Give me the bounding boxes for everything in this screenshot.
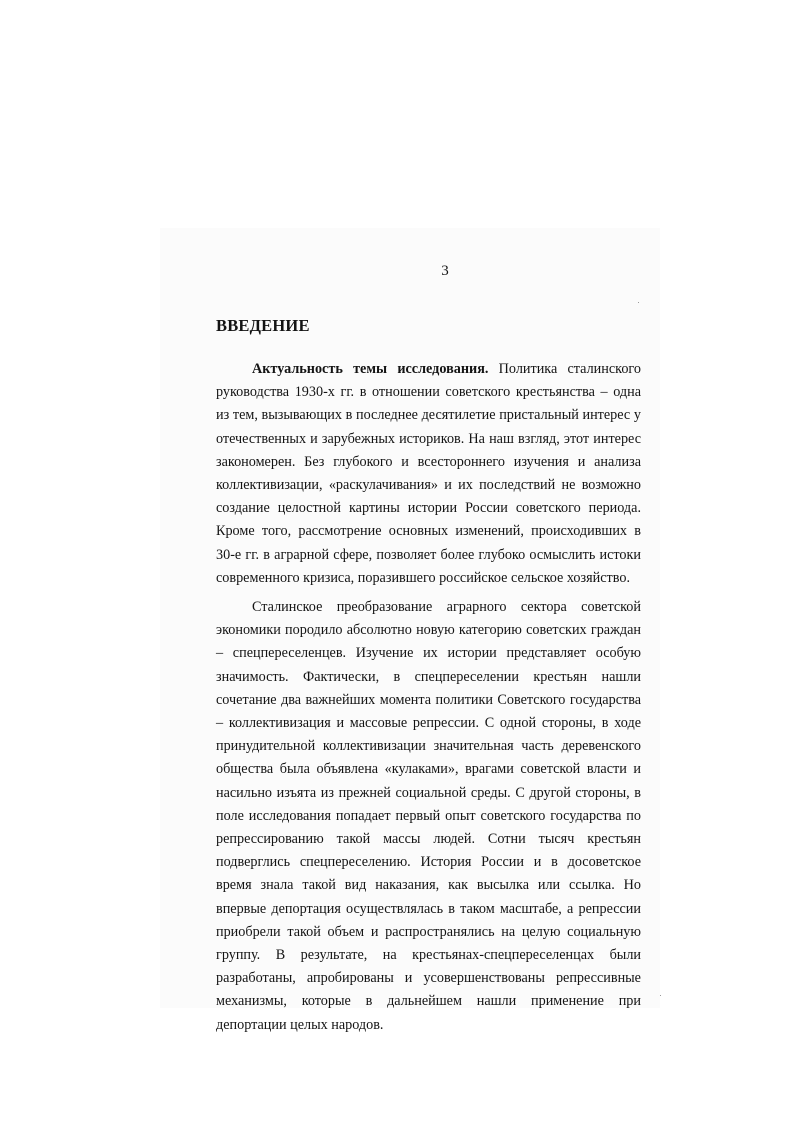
paragraph-text: Политика сталинского руководства 1930-х гг. в отношении советского крестьянства – одна из тем, вызывающих в последнее десятилетие пристальный интерес у отечественных и зарубежных историков. На наш взгляд, этот интерес закономерен. Без глубокого и всестороннего изучения и анализа коллективизации, «раскулачивания» и их последствий не возможно создание целостной картины истории России советского периода. Кроме того, рассмотрение основных изменений, происходивших в 30-е гг. в аграрной сфере, позволяет более глубоко осмыслить истоки современного кризиса, поразившего российское сельское хозяйство.	[216, 361, 641, 586]
page-number: 3	[441, 263, 449, 279]
scan-speck	[660, 995, 661, 996]
body-text	[216, 358, 641, 1043]
section-heading: ВВЕДЕНИЕ	[216, 316, 310, 335]
paragraph-transformation	[216, 596, 641, 1037]
scan-speck	[638, 302, 639, 303]
paragraph-relevance	[216, 358, 641, 590]
paragraph-lead: Актуальность темы исследования.	[252, 361, 489, 377]
paragraph-text: Сталинское преобразование аграрного сектора советской экономики породило абсолютно новую категорию советских граждан – спецпереселенцев. Изучение их истории представляет особую значимость. Фактически, в спецпереселении крестьян нашли сочетание два важнейших момента политики Советского государства – коллективизация и массовые репрессии. С одной стороны, в ходе принудительной коллективизации значительная часть деревенского общества была объявлена «кулаками», врагами советской власти и насильно изъята из прежней социальной среды. С другой стороны, в поле исследования попадает первый опыт советского государства по репрессированию такой массы людей. Сотни тысяч крестьян подверглись спецпереселению. История России и в досоветское время знала такой вид наказания, как высылка или ссылка. Но впервые депортация осуществлялась в таком масштабе, а репрессии приобрели такой объем и распространялись на целую социальную группу. В результате, на крестьянах-спецпереселенцах были разработаны, апробированы и усовершенствованы репрессивные механизмы, которые в дальнейшем нашли применение при депортации целых народов.	[216, 599, 641, 1033]
